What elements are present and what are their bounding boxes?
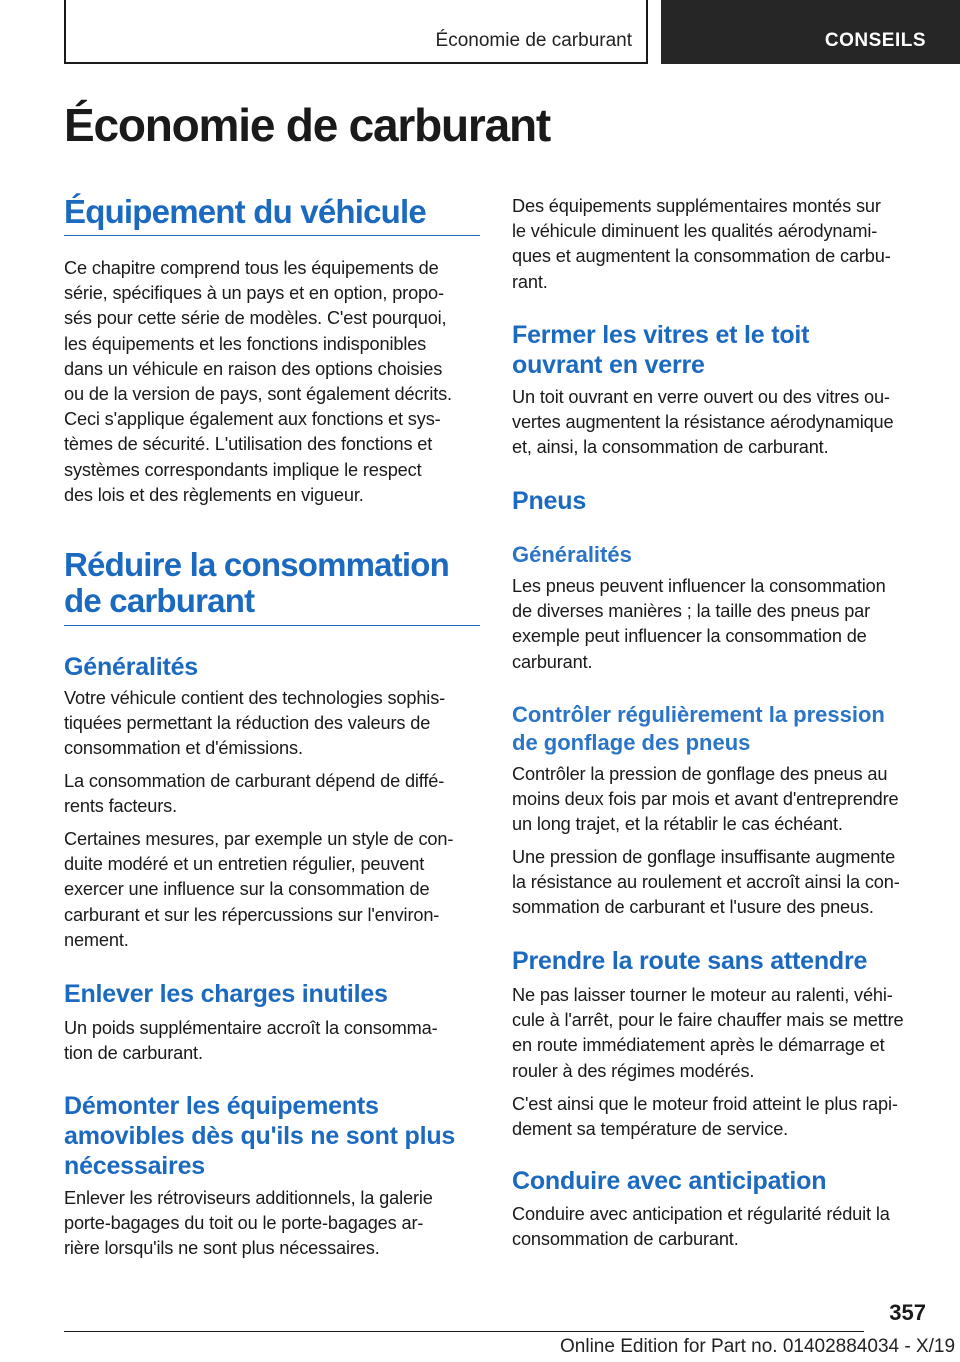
paragraph-charges: Un poids supplémentaire accroît la consomma- tion de carburant. xyxy=(64,1018,438,1064)
page-header xyxy=(0,0,960,66)
heading-pneus: Pneus xyxy=(512,487,587,515)
paragraph-generalites-1: Votre véhicule contient des technologies sophis- tiquées permettant la réduction des valeurs de consommation et d'émissions. xyxy=(64,688,446,759)
footer-divider xyxy=(64,1331,864,1332)
edition-note: Online Edition for Part no. 01402884034 - X/19 xyxy=(560,1336,956,1357)
paragraph-generalites-3: Certaines mesures, par exemple un style de con- duite modéré et un entretien régulier, peuvent exercer une influence sur la consommation de carburant et sur les répercussions sur l'environ- nement. xyxy=(64,829,454,950)
chapter-label: CONSEILS xyxy=(824,30,926,51)
heading-anticipation: Conduire avec anticipation xyxy=(512,1167,827,1195)
heading-generalites: Généralités xyxy=(64,653,198,681)
section-title: Économie de carburant xyxy=(435,30,632,51)
chapter-tab xyxy=(661,0,960,64)
heading-controler: Contrôler régulièrement la pression de gonflage des pneus xyxy=(512,702,885,755)
paragraph-controler-2: Une pression de gonflage insuffisante augmente la résistance au roulement et accroît ainsi la con- sommation de carburant et l'usure des pneus. xyxy=(512,847,900,918)
paragraph-intro: Des équipements supplémentaires montés sur le véhicule diminuent les qualités aérodynami- ques et augmentent la consommation de carbu- rant. xyxy=(512,196,891,292)
paragraph-controler-1: Contrôler la pression de gonflage des pneus au moins deux fois par mois et avant d'entreprendre un long trajet, et la rétablir le cas échéant. xyxy=(512,764,899,835)
heading-equipement: Équipement du véhicule xyxy=(64,194,480,236)
paragraph-equipement: Ce chapitre comprend tous les équipements de série, spécifiques à un pays et en option, propo- sés pour cette série de modèles. C'est pourquoi, les équipements et les fonctions indisponibles dans un véhicule en raison des options choisies ou de la version de pays, sont également décrits. Ceci s'applique également aux fonctions et sys- tèmes de sécurité. L'utilisation des fonctions et systèmes correspondants implique le respect des lois et des règlements en vigueur. xyxy=(64,258,452,505)
section-tab xyxy=(64,0,648,64)
heading-demonter: Démonter les équipements amovibles dès qu'ils ne sont plus nécessaires xyxy=(64,1092,456,1180)
paragraph-anticipation: Conduire avec anticipation et régularité réduit la consommation de carburant. xyxy=(512,1204,890,1250)
paragraph-demonter: Enlever les rétroviseurs additionnels, la galerie porte-bagages du toit ou le porte-bagages ar- rière lorsqu'ils ne sont plus nécessaires. xyxy=(64,1188,433,1259)
heading-reduire: Réduire la consommation de carburant xyxy=(64,547,480,626)
paragraph-prendre-1: Ne pas laisser tourner le moteur au ralenti, véhi- cule à l'arrêt, pour le faire chauffer mais se mettre en route immédiatement après le démarrage et rouler à des régimes modérés. xyxy=(512,985,904,1081)
paragraph-generalites-2: La consommation de carburant dépend de diffé- rents facteurs. xyxy=(64,771,445,817)
paragraph-vitres: Un toit ouvrant en verre ouvert ou des vitres ou- vertes augmentent la résistance aérodynamique et, ainsi, la consommation de carburant. xyxy=(512,387,894,458)
heading-charges: Enlever les charges inutiles xyxy=(64,980,388,1008)
heading-vitres: Fermer les vitres et le toit ouvrant en verre xyxy=(512,321,810,379)
paragraph-pneus-generalites: Les pneus peuvent influencer la consommation de diverses manières ; la taille des pneus par exemple peut influencer la consommation de carburant. xyxy=(512,576,886,672)
paragraph-prendre-2: C'est ainsi que le moteur froid atteint le plus rapi- dement sa température de service. xyxy=(512,1094,898,1140)
page-title: Économie de carburant xyxy=(64,99,551,151)
heading-pneus-generalites: Généralités xyxy=(512,542,632,567)
page-number: 357 xyxy=(889,1300,926,1325)
heading-prendre: Prendre la route sans attendre xyxy=(512,947,868,975)
